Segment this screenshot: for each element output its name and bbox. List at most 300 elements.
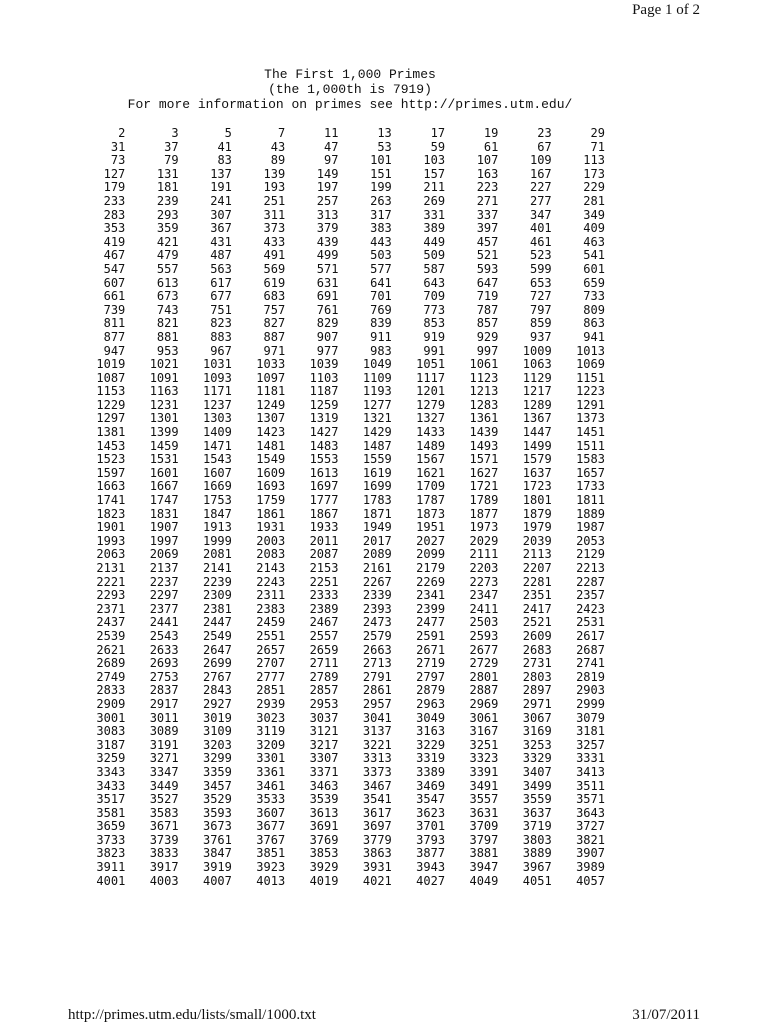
prime-cell: 3623 [416,805,446,820]
prime-cell: 193 [263,180,286,195]
prime-cell: 3083 [96,724,126,739]
prime-cell: 1747 [149,493,179,508]
prime-cell: 3581 [96,805,126,820]
prime-cell: 379 [316,221,339,236]
primes-row [72,317,605,331]
prime-cell: 3803 [522,832,552,847]
prime-cell: 3347 [149,764,179,779]
prime-cell: 29 [590,126,605,140]
prime-cell: 3559 [522,792,552,807]
prime-cell: 17 [430,126,446,140]
prime-cell: 2633 [149,642,179,657]
prime-cell: 2833 [96,683,126,698]
prime-cell: 3037 [309,710,339,725]
prime-cell: 1511 [576,438,605,453]
prime-cell: 2551 [256,628,286,643]
prime-cell: 3229 [416,737,446,752]
prime-cell: 823 [210,316,232,331]
prime-cell: 2539 [96,628,126,643]
prime-cell: 251 [263,193,286,208]
prime-cell: 3517 [96,792,126,807]
prime-cell: 1123 [469,370,499,385]
prime-cell: 1097 [256,370,286,385]
prime-cell: 3851 [256,846,286,861]
prime-cell: 3361 [256,764,286,779]
prime-cell: 3319 [416,751,446,766]
prime-cell: 491 [263,248,286,263]
prime-cell: 821 [156,316,179,331]
prime-cell: 101 [370,153,392,168]
prime-cell: 2719 [416,656,446,671]
prime-cell: 1597 [96,465,126,480]
prime-cell: 1223 [576,384,605,399]
prime-cell: 463 [583,234,605,249]
prime-cell: 2357 [576,588,605,603]
prime-cell: 1109 [362,370,392,385]
prime-cell: 1483 [309,438,339,453]
prime-cell: 3137 [362,724,392,739]
prime-cell: 1783 [362,493,392,508]
prime-cell: 2087 [309,547,339,562]
prime-cell: 1523 [96,452,126,467]
prime-cell: 1087 [96,370,126,385]
primes-row [72,548,605,562]
prime-cell: 2213 [576,561,605,575]
prime-cell: 7 [277,126,286,140]
prime-cell: 1889 [576,506,605,521]
prime-cell: 829 [316,316,339,331]
prime-cell: 3719 [522,819,552,834]
prime-cell: 313 [316,207,339,222]
prime-cell: 3457 [202,778,232,793]
prime-cell: 3701 [416,819,446,834]
prime-cell: 2437 [96,615,126,630]
prime-cell: 1487 [362,438,392,453]
primes-row [72,222,605,236]
prime-cell: 2791 [362,669,392,684]
prime-cell: 3499 [522,778,552,793]
prime-cell: 571 [316,261,339,276]
primes-row [72,209,605,223]
primes-row [72,358,605,372]
prime-cell: 359 [156,221,179,236]
prime-cell: 1997 [149,533,179,548]
prime-cell: 353 [103,221,126,236]
primes-row [72,752,605,766]
prime-cell: 3779 [362,832,392,847]
primes-table [72,127,605,888]
prime-cell: 47 [324,139,339,154]
prime-cell: 2711 [309,656,339,671]
prime-cell: 809 [583,302,605,317]
prime-cell: 1741 [96,493,126,508]
prime-cell: 1301 [149,411,179,426]
prime-cell: 2389 [309,601,339,616]
prime-cell: 37 [164,139,179,154]
prime-cell: 1069 [576,357,605,372]
prime-cell: 2383 [256,601,286,616]
prime-cell: 2687 [576,642,605,657]
prime-cell: 1831 [149,506,179,521]
prime-cell: 2351 [522,588,552,603]
prime-cell: 1733 [576,479,605,494]
prime-cell: 3371 [309,764,339,779]
prime-cell: 953 [156,343,179,358]
primes-row [72,277,605,291]
prime-cell: 2531 [576,615,605,630]
prime-cell: 1031 [202,357,232,372]
prime-cell: 1171 [202,384,232,399]
document-title: The First 1,000 Primes [264,67,436,82]
prime-cell: 3307 [309,751,339,766]
prime-cell: 3167 [469,724,499,739]
prime-cell: 107 [476,153,499,168]
prime-cell: 3011 [149,710,179,725]
prime-cell: 3947 [469,860,499,875]
prime-cell: 2957 [362,696,392,711]
page-counter: Page 1 of 2 [632,2,700,18]
prime-cell: 227 [529,180,552,195]
prime-cell: 971 [263,343,286,358]
prime-cell: 2699 [202,656,232,671]
prime-cell: 3217 [309,737,339,752]
prime-cell: 1993 [96,533,126,548]
prime-cell: 1091 [149,370,179,385]
prime-cell: 1627 [469,465,499,480]
prime-cell: 547 [103,261,126,276]
prime-cell: 1187 [309,384,339,399]
prime-cell: 757 [263,302,286,317]
prime-cell: 2339 [362,588,392,603]
prime-cell: 1129 [522,370,552,385]
prime-cell: 1289 [522,397,552,412]
prime-cell: 1669 [202,479,232,494]
prime-cell: 2647 [202,642,232,657]
prime-cell: 1399 [149,425,179,440]
primes-row [72,535,605,549]
prime-cell: 2467 [309,615,339,630]
prime-cell: 1667 [149,479,179,494]
prime-cell: 3187 [96,737,126,752]
prime-cell: 2207 [522,561,552,575]
prime-cell: 3221 [362,737,392,752]
primes-row [72,154,605,168]
prime-cell: 1697 [309,479,339,494]
prime-cell: 2089 [362,547,392,562]
prime-cell: 4049 [469,873,499,888]
prime-cell: 3793 [416,832,446,847]
prime-cell: 3671 [149,819,179,834]
prime-cell: 3329 [522,751,552,766]
prime-cell: 3607 [256,805,286,820]
prime-cell: 2417 [522,601,552,616]
prime-cell: 2579 [362,628,392,643]
prime-cell: 3313 [362,751,392,766]
prime-cell: 1009 [522,343,552,358]
prime-cell: 71 [590,139,605,154]
prime-cell: 3833 [149,846,179,861]
prime-cell: 1709 [416,479,446,494]
prime-cell: 199 [370,180,392,195]
prime-cell: 3673 [202,819,232,834]
prime-cell: 1151 [576,370,605,385]
primes-row [72,603,605,617]
prime-cell: 1973 [469,520,499,535]
prime-cell: 1447 [522,425,552,440]
prime-cell: 1721 [469,479,499,494]
prime-cell: 701 [370,289,392,304]
prime-cell: 991 [423,343,446,358]
prime-cell: 1181 [256,384,286,399]
prime-cell: 1901 [96,520,126,535]
prime-cell: 1609 [256,465,286,480]
prime-cell: 1657 [576,465,605,480]
prime-cell: 1571 [469,452,499,467]
prime-cell: 2029 [469,533,499,548]
prime-cell: 181 [156,180,179,195]
prime-cell: 53 [377,139,392,154]
prime-cell: 3907 [576,846,605,861]
prime-cell: 3761 [202,832,232,847]
prime-cell: 113 [583,153,605,168]
prime-cell: 281 [583,193,605,208]
prime-cell: 859 [529,316,552,331]
prime-cell: 1723 [522,479,552,494]
prime-cell: 3461 [256,778,286,793]
prime-cell: 103 [423,153,446,168]
prime-cell: 487 [210,248,232,263]
prime-cell: 811 [103,316,126,331]
prime-cell: 2239 [202,574,232,589]
primes-row [72,385,605,399]
prime-cell: 4003 [149,873,179,888]
prime-cell: 2083 [256,547,286,562]
prime-cell: 3491 [469,778,499,793]
prime-cell: 631 [316,275,339,290]
prime-cell: 67 [537,139,552,154]
prime-cell: 151 [370,166,392,181]
prime-cell: 3391 [469,764,499,779]
prime-cell: 389 [423,221,446,236]
prime-cell: 3467 [362,778,392,793]
prime-cell: 1693 [256,479,286,494]
prime-cell: 521 [476,248,499,263]
prime-cell: 853 [423,316,446,331]
prime-cell: 2333 [309,588,339,603]
prime-cell: 271 [476,193,499,208]
prime-cell: 563 [210,261,232,276]
primes-row [72,684,605,698]
prime-cell: 2903 [576,683,605,698]
prime-cell: 3257 [576,737,605,752]
primes-row [72,331,605,345]
primes-row [72,249,605,263]
prime-cell: 3631 [469,805,499,820]
prime-cell: 733 [583,289,605,304]
prime-cell: 3529 [202,792,232,807]
prime-cell: 2543 [149,628,179,643]
prime-cell: 1663 [96,479,126,494]
prime-cell: 863 [583,316,605,331]
prime-cell: 503 [370,248,392,263]
prime-cell: 929 [476,329,499,344]
prime-cell: 2851 [256,683,286,698]
prime-cell: 3191 [149,737,179,752]
prime-cell: 1381 [96,425,126,440]
prime-cell: 397 [476,221,499,236]
prime-cell: 3359 [202,764,232,779]
primes-row [72,739,605,753]
prime-cell: 3271 [149,751,179,766]
primes-row [72,440,605,454]
prime-cell: 523 [529,248,552,263]
prime-cell: 449 [423,234,446,249]
prime-cell: 1103 [309,370,339,385]
prime-cell: 2273 [469,574,499,589]
prime-cell: 1999 [202,533,232,548]
prime-cell: 4057 [576,873,605,888]
prime-cell: 2111 [469,547,499,562]
prime-cell: 1753 [202,493,232,508]
prime-cell: 3881 [469,846,499,861]
prime-cell: 2251 [309,574,339,589]
prime-cell: 3593 [202,805,232,820]
prime-cell: 3583 [149,805,179,820]
prime-cell: 1493 [469,438,499,453]
prime-cell: 1327 [416,411,446,426]
primes-row [72,141,605,155]
prime-cell: 2081 [202,547,232,562]
primes-row [72,616,605,630]
prime-cell: 2473 [362,615,392,630]
prime-cell: 2377 [149,601,179,616]
prime-cell: 1237 [202,397,232,412]
prime-cell: 577 [370,261,392,276]
prime-cell: 443 [370,234,392,249]
prime-cell: 3823 [96,846,126,861]
document-subtitle: (the 1,000th is 7919) [268,82,432,97]
prime-cell: 311 [263,207,286,222]
prime-cell: 1367 [522,411,552,426]
prime-cell: 2803 [522,669,552,684]
prime-cell: 367 [210,221,232,236]
prime-cell: 1297 [96,411,126,426]
footer-date: 31/07/2011 [632,1007,700,1023]
prime-cell: 4027 [416,873,446,888]
prime-cell: 347 [529,207,552,222]
prime-cell: 3049 [416,710,446,725]
prime-cell: 1039 [309,357,339,372]
prime-cell: 827 [263,316,286,331]
prime-cell: 3733 [96,832,126,847]
prime-cell: 2003 [256,533,286,548]
prime-cell: 4013 [256,873,286,888]
prime-cell: 2731 [522,656,552,671]
prime-cell: 2969 [469,696,499,711]
prime-cell: 283 [103,207,126,222]
prime-cell: 3727 [576,819,605,834]
prime-cell: 2381 [202,601,232,616]
prime-cell: 1873 [416,506,446,521]
prime-cell: 1699 [362,479,392,494]
prime-cell: 1601 [149,465,179,480]
document-heading [0,67,700,112]
prime-cell: 739 [103,302,126,317]
prime-cell: 1481 [256,438,286,453]
prime-cell: 157 [423,166,446,181]
prime-cell: 2767 [202,669,232,684]
primes-row [72,426,605,440]
prime-cell: 167 [529,166,552,181]
prime-cell: 421 [156,234,179,249]
prime-cell: 2729 [469,656,499,671]
prime-cell: 457 [476,234,499,249]
prime-cell: 2 [118,126,126,140]
prime-cell: 3119 [256,724,286,739]
prime-cell: 1217 [522,384,552,399]
prime-cell: 2371 [96,601,126,616]
prime-cell: 211 [423,180,446,195]
primes-row [72,399,605,413]
prime-cell: 2063 [96,547,126,562]
prime-cell: 2917 [149,696,179,711]
prime-cell: 2897 [522,683,552,698]
prime-cell: 599 [529,261,552,276]
prime-cell: 461 [529,234,552,249]
primes-row [72,494,605,508]
prime-cell: 331 [423,207,446,222]
prime-cell: 911 [370,329,392,344]
primes-row [72,562,605,576]
prime-cell: 3301 [256,751,286,766]
primes-row [72,263,605,277]
prime-cell: 941 [583,329,605,344]
prime-cell: 881 [156,329,179,344]
primes-row [72,834,605,848]
primes-row [72,304,605,318]
prime-cell: 3121 [309,724,339,739]
primes-row [72,195,605,209]
prime-cell: 983 [370,343,392,358]
prime-cell: 617 [210,275,232,290]
prime-cell: 2713 [362,656,392,671]
prime-cell: 409 [583,221,605,236]
prime-cell: 3821 [576,832,605,847]
primes-row [72,576,605,590]
prime-cell: 2243 [256,574,286,589]
prime-cell: 2671 [416,642,446,657]
prime-cell: 1033 [256,357,286,372]
prime-cell: 3911 [96,860,126,875]
prime-cell: 3533 [256,792,286,807]
prime-cell: 3449 [149,778,179,793]
prime-cell: 349 [583,207,605,222]
prime-cell: 2593 [469,628,499,643]
prime-cell: 3259 [96,751,126,766]
prime-cell: 887 [263,329,286,344]
prime-cell: 19 [483,126,499,140]
primes-row [72,671,605,685]
prime-cell: 2797 [416,669,446,684]
prime-cell: 197 [316,180,339,195]
prime-cell: 1439 [469,425,499,440]
primes-row [72,290,605,304]
footer-url: http://primes.utm.edu/lists/small/1000.txt [68,1007,316,1023]
prime-cell: 509 [423,248,446,263]
prime-cell: 3299 [202,751,232,766]
prime-cell: 2039 [522,533,552,548]
prime-cell: 1013 [576,343,605,358]
